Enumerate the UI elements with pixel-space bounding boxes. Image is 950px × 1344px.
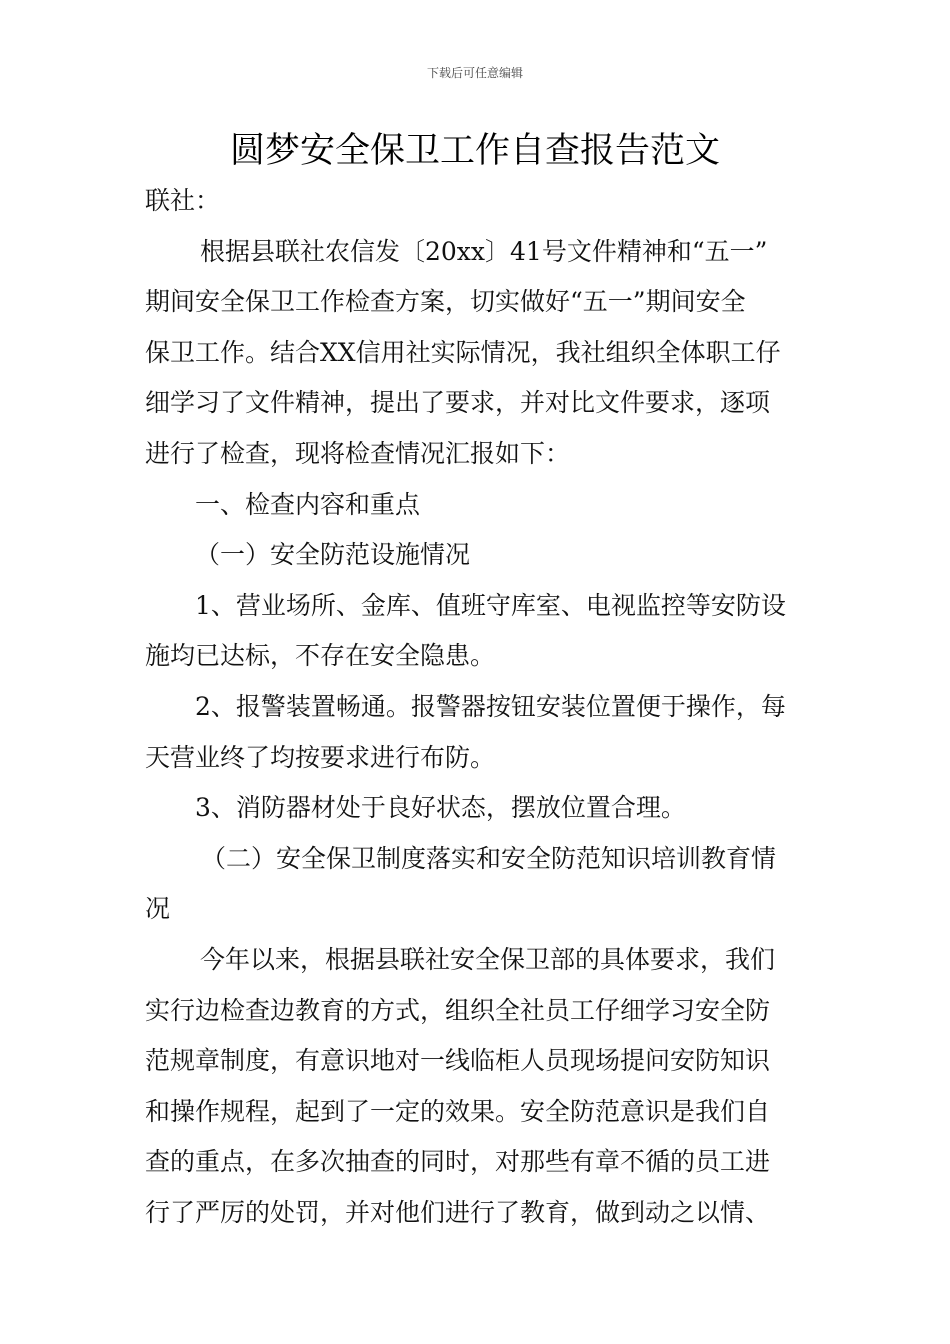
paragraph-line: 天营业终了均按要求进行布防。 (145, 742, 496, 772)
list-item: 2、报警装置畅通。报警器按钮安装位置便于操作，每 (195, 691, 786, 721)
paragraph-line: 范规章制度，有意识地对一线临柜人员现场提问安防知识 (145, 1046, 771, 1076)
paragraph-line: 今年以来，根据县联社安全保卫部的具体要求，我们 (200, 944, 776, 974)
paragraph-line: 细学习了文件精神，提出了要求，并对比文件要求，逐项 (145, 388, 771, 418)
salutation: 联社： (145, 186, 221, 215)
paragraph-line: 查的重点，在多次抽查的同时，对那些有章不循的员工进 (145, 1147, 771, 1177)
subsection-heading: （二）安全保卫制度落实和安全防范知识培训教育情 (201, 843, 777, 873)
paragraph-line: 和操作规程，起到了一定的效果。安全防范意识是我们自 (145, 1096, 771, 1126)
section-heading: 一、检查内容和重点 (195, 489, 421, 519)
document-body (145, 176, 807, 1238)
document-title: 圆梦安全保卫工作自查报告范文 (229, 131, 720, 171)
subsection-heading: （一）安全防范设施情况 (195, 540, 471, 570)
paragraph-line: 况 (145, 894, 171, 924)
paragraph-line: 根据县联社农信发〔20xx〕41号文件精神和“五一” (200, 236, 768, 266)
paragraph-line: 期间安全保卫工作检查方案，切实做好“五一”期间安全 (145, 287, 746, 317)
paragraph-line: 行了严厉的处罚，并对他们进行了教育，做到动之以情、 (145, 1197, 771, 1227)
paragraph-line: 施均已达标，不存在安全隐患。 (145, 641, 496, 671)
list-item: 1、营业场所、金库、值班守库室、电视监控等安防设 (195, 590, 786, 620)
header-note: 下载后可任意编辑 (426, 66, 523, 80)
list-item: 3、消防器材处于良好状态，摆放位置合理。 (195, 793, 686, 823)
paragraph-line: 保卫工作。结合XX信用社实际情况，我社组织全体职工仔 (145, 337, 781, 367)
paragraph-line: 实行边检查边教育的方式，组织全社员工仔细学习安全防 (145, 995, 771, 1025)
paragraph-line: 进行了检查，现将检查情况汇报如下： (145, 438, 571, 468)
